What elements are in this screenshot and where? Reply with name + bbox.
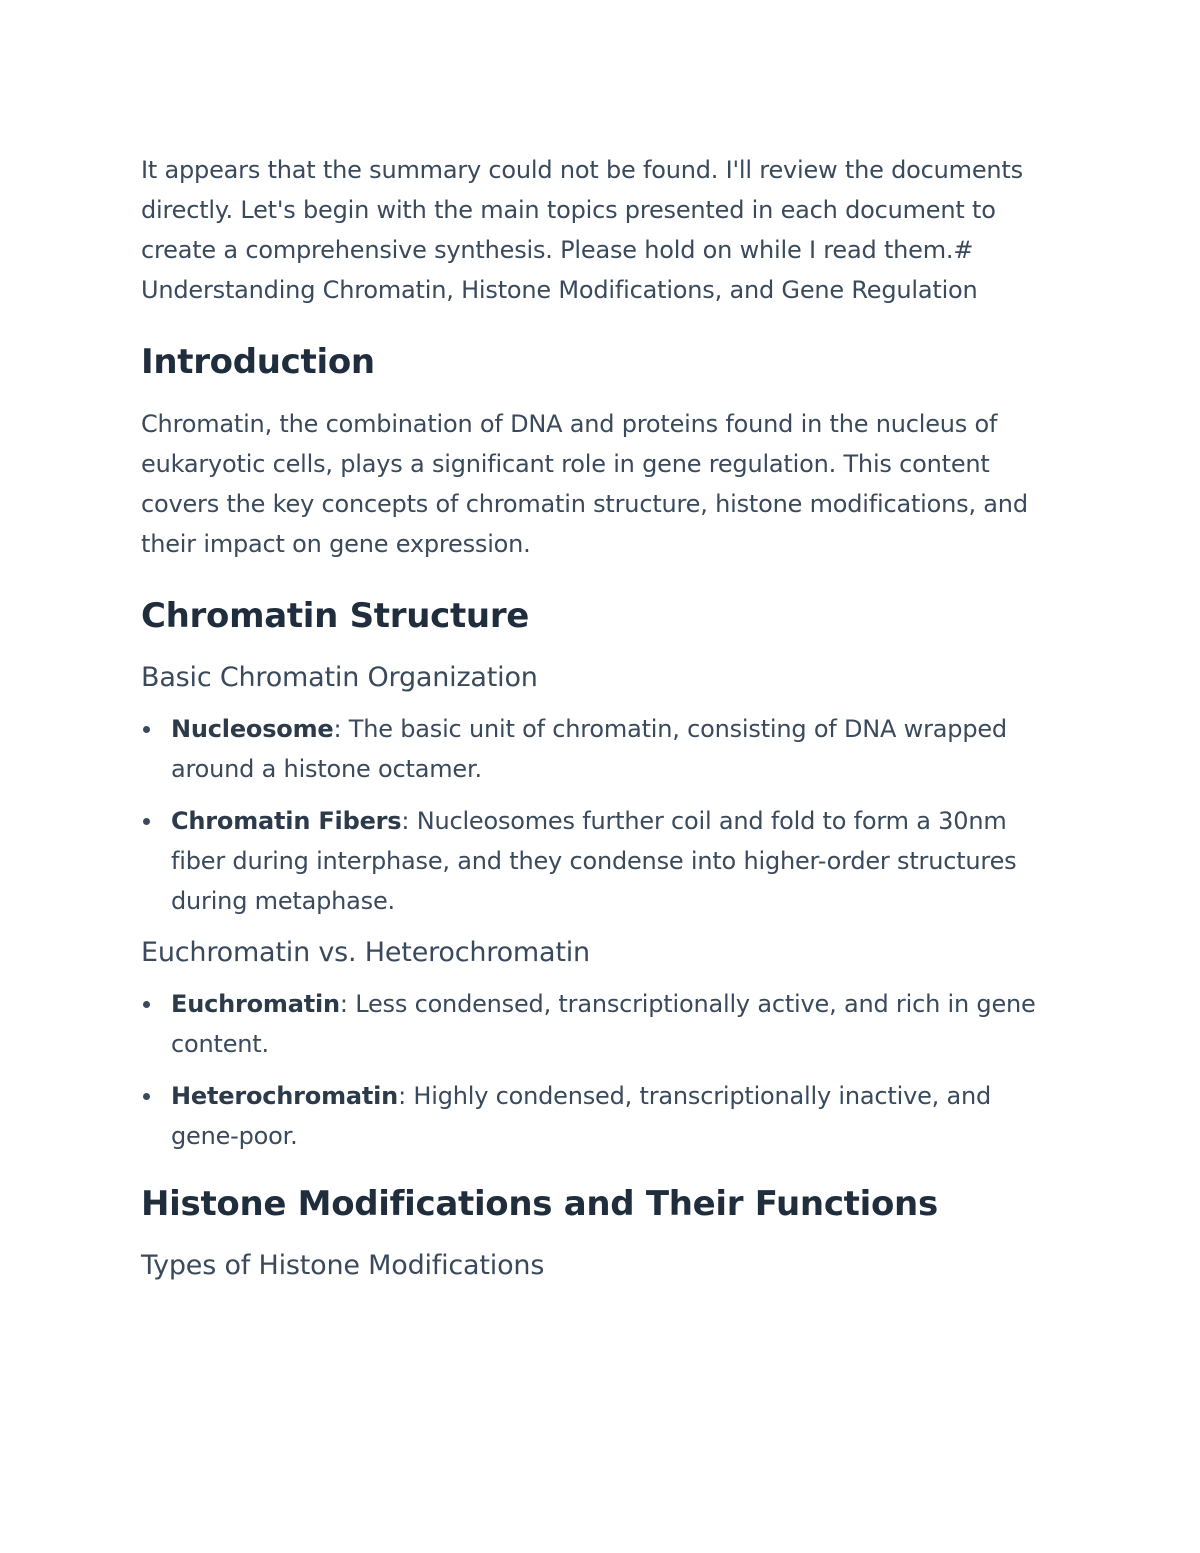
- list-item: [141, 801, 1061, 921]
- list-item-term: Heterochromatin: [171, 1082, 399, 1110]
- basic-organization-list: [141, 709, 1061, 921]
- bullet-icon: [143, 1001, 150, 1008]
- list-item: [141, 709, 1061, 789]
- list-item-term: Chromatin Fibers: [171, 807, 402, 835]
- bullet-icon: [143, 1093, 150, 1100]
- list-item-text: : Less condensed, transcriptionally active, and rich in gene content.: [171, 990, 1036, 1058]
- list-item-text: : The basic unit of chromatin, consisting of DNA wrapped around a histone octamer.: [171, 715, 1007, 783]
- types-of-histone-modifications-subheading: Types of Histone Modifications: [141, 1250, 545, 1281]
- chromatin-structure-heading: Chromatin Structure: [141, 596, 530, 636]
- list-item-text: : Highly condensed, transcriptionally inactive, and gene-poor.: [171, 1082, 992, 1150]
- list-item-term: Euchromatin: [171, 990, 340, 1018]
- list-item: [141, 1076, 1061, 1156]
- histone-modifications-heading: Histone Modifications and Their Functions: [141, 1184, 938, 1224]
- eu-hetero-list: [141, 984, 1061, 1156]
- euchromatin-vs-heterochromatin-subheading: Euchromatin vs. Heterochromatin: [141, 937, 590, 968]
- introduction-paragraph: Chromatin, the combination of DNA and proteins found in the nucleus of eukaryotic cells, plays a significant role in gene regulation. This content covers the key concepts of chromatin structure, histone modifications, and their impact on gene expression.: [141, 410, 1028, 558]
- introduction-heading: Introduction: [141, 342, 375, 382]
- bullet-icon: [143, 818, 150, 825]
- list-item-text: : Nucleosomes further coil and fold to form a 30nm fiber during interphase, and they condense into higher-order structures during metaphase.: [171, 807, 1017, 915]
- basic-chromatin-organization-subheading: Basic Chromatin Organization: [141, 662, 538, 693]
- list-item: [141, 984, 1061, 1064]
- document-page: [141, 150, 1061, 1281]
- bullet-icon: [143, 726, 150, 733]
- list-item-term: Nucleosome: [171, 715, 334, 743]
- intro-paragraph: It appears that the summary could not be found. I'll review the documents directly. Let's begin with the main topics presented in each document to create a comprehensive synthesis. Please hold on while I read them.# Understanding Chromatin, Histone Modifications, and Gene Regulation: [141, 156, 1023, 304]
